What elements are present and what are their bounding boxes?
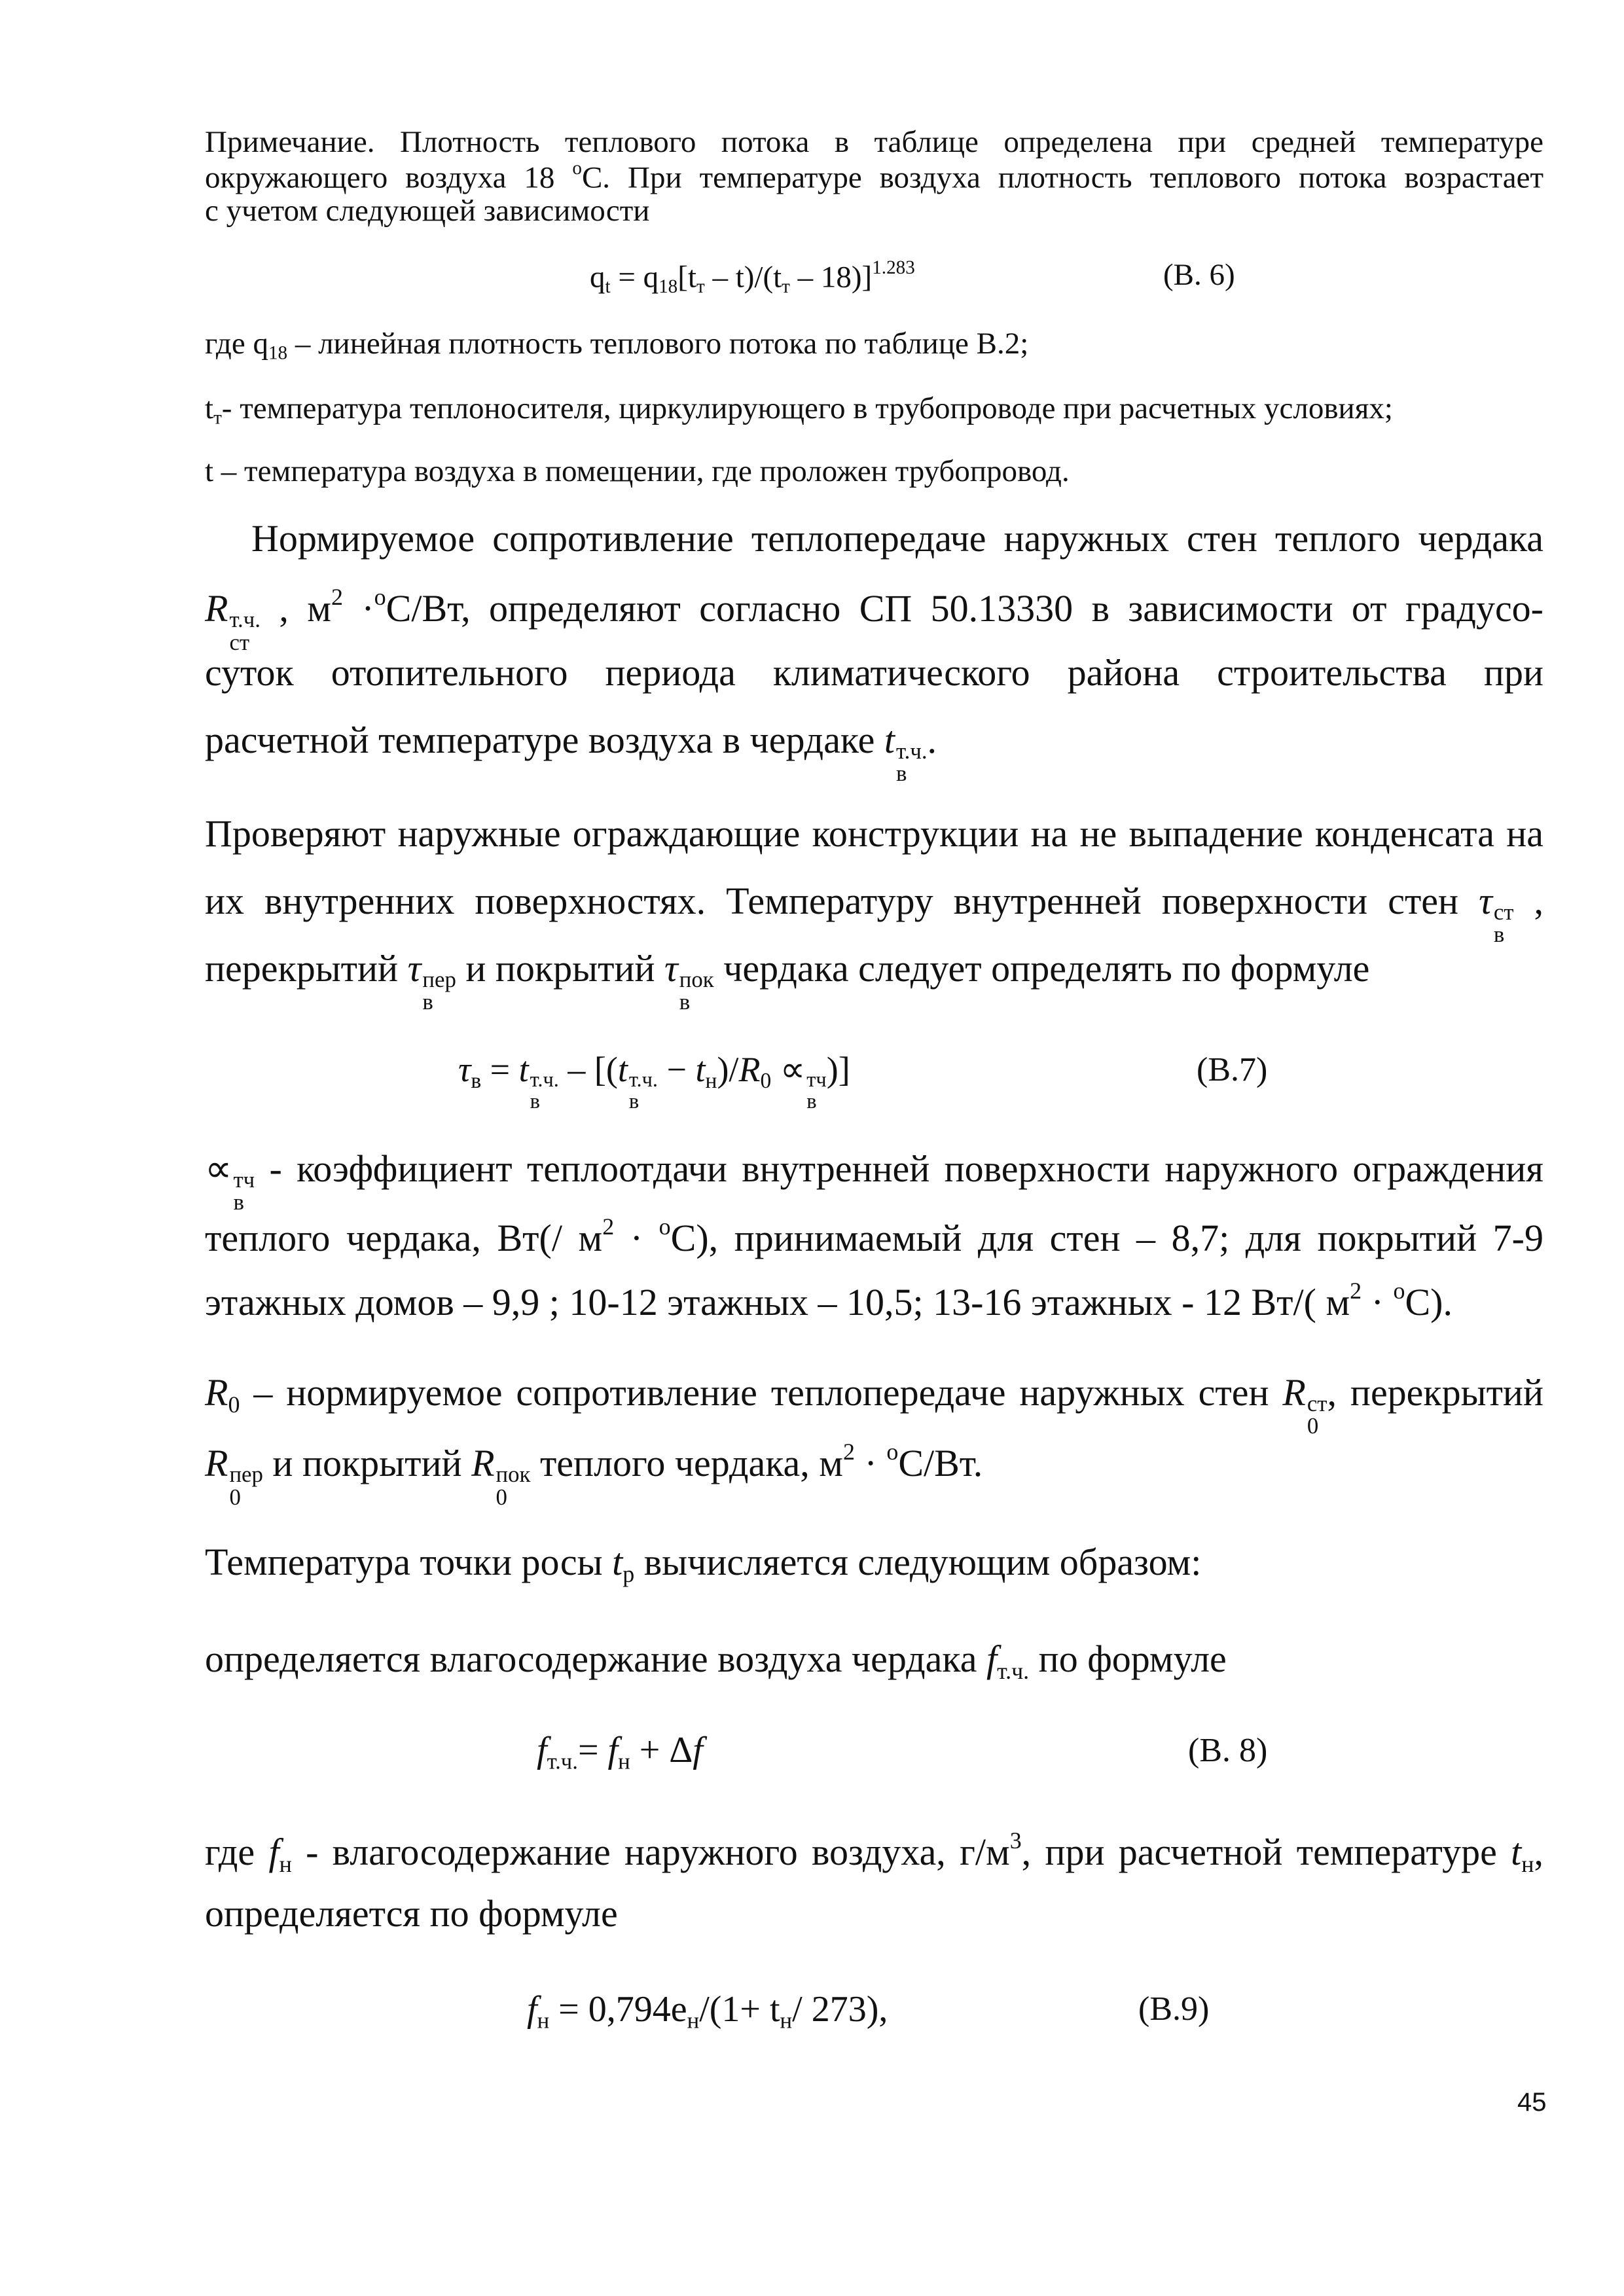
text-segment: , м: [260, 587, 331, 630]
superscript: o: [572, 158, 582, 179]
subscript: 0: [229, 1484, 241, 1510]
text-line: [205, 1147, 1543, 1214]
text-segment: этажных домов – 9,9 ; 10-12 этажных – 10,5; 13-16 этажных - 12 Вт/( м: [205, 1281, 1350, 1324]
text-line: [205, 326, 1028, 365]
text-line: [205, 454, 1070, 489]
text-segment: f: [537, 1730, 547, 1770]
formula: [537, 1729, 703, 1774]
text-segment: R: [205, 1371, 228, 1414]
superscript: 3: [1009, 1827, 1022, 1854]
superscript: пок: [496, 1461, 531, 1487]
text-segment: t: [612, 1541, 623, 1583]
equation-number: (В.9): [1138, 1990, 1210, 2028]
superscript: тч: [233, 1166, 255, 1193]
text-segment: окружающего воздуха 18: [205, 160, 573, 195]
text-segment: )/: [717, 1050, 739, 1089]
text-segment: )]: [826, 1050, 850, 1089]
text-segment: ∝: [771, 1050, 806, 1089]
index-stack: [422, 966, 456, 1015]
subscript: н: [618, 1748, 630, 1774]
index-stack: [1307, 1390, 1327, 1439]
text-segment: ,: [1513, 880, 1543, 922]
text-segment: R: [738, 1050, 761, 1089]
text-segment: – нормируемое сопротивление теплопередаче наружных стен: [240, 1371, 1283, 1414]
text-segment: – 18)]: [789, 260, 873, 295]
subscript: н: [687, 2007, 700, 2034]
text-segment: t: [617, 1050, 628, 1089]
text-segment: перекрытий: [205, 947, 408, 990]
text-segment: чердака следует определять по формуле: [713, 947, 1370, 990]
superscript: т.ч.: [896, 738, 928, 764]
text-line: [205, 1638, 1227, 1685]
index-stack: [806, 1069, 826, 1112]
superscript: т.ч.: [229, 606, 261, 632]
subscript: т.ч.: [547, 1748, 578, 1774]
text-segment: t: [205, 391, 214, 425]
text-segment: t: [518, 1050, 529, 1089]
text-segment: f: [986, 1638, 998, 1680]
text-line: [205, 812, 1543, 856]
index-stack: [233, 1166, 255, 1215]
subscript: н: [279, 1850, 292, 1877]
superscript: o: [886, 1439, 899, 1465]
text-line: [205, 719, 937, 785]
index-stack: [229, 606, 261, 655]
subscript: в: [471, 1069, 482, 1094]
superscript: 2: [331, 584, 343, 610]
text-segment: τ: [458, 1050, 471, 1089]
text-segment: ·: [342, 587, 374, 630]
text-segment: C).: [1405, 1281, 1453, 1324]
text-segment: теплого чердака, м: [530, 1442, 844, 1485]
text-segment: R: [1282, 1371, 1306, 1414]
subscript: ст: [229, 629, 250, 655]
superscript: ст: [1493, 899, 1514, 925]
text-segment: + Δ: [630, 1730, 693, 1770]
text-segment: R: [205, 1442, 228, 1485]
equation-number: (В. 6): [1163, 258, 1235, 292]
text-segment: Нормируемое сопротивление теплопередаче наружных стен теплого чердака: [251, 517, 1543, 560]
superscript: 1.283: [872, 257, 915, 278]
subscript: т.ч.: [997, 1657, 1030, 1684]
subscript: 18: [268, 342, 288, 364]
text-segment: t – температура воздуха в помещении, где проложен трубопровод.: [205, 454, 1070, 488]
text-line: [205, 880, 1543, 946]
text-segment: , перекрытий: [1327, 1371, 1543, 1414]
superscript: o: [374, 584, 386, 610]
text-segment: ,: [1534, 1831, 1544, 1874]
text-line: [205, 1371, 1543, 1438]
superscript: 2: [1350, 1278, 1362, 1304]
text-segment: f: [693, 1730, 703, 1770]
text-line: [205, 124, 1543, 160]
superscript: ст: [1307, 1390, 1327, 1416]
text-line: [205, 1541, 1201, 1588]
text-segment: / 273),: [792, 1989, 888, 2030]
text-segment: и покрытий: [262, 1442, 472, 1485]
text-segment: t: [1511, 1831, 1522, 1874]
text-line: [205, 391, 1393, 429]
text-segment: τ: [664, 947, 678, 990]
formula: [458, 1049, 850, 1112]
text-segment: ·: [614, 1217, 659, 1260]
equation-number: (В. 8): [1188, 1732, 1268, 1769]
text-segment: C), принимаемый для стен – 8,7; для покрытий 7-9: [670, 1217, 1543, 1260]
superscript: 2: [843, 1439, 855, 1465]
text-line: [205, 193, 649, 228]
subscript: н: [537, 2007, 550, 2034]
text-segment: t: [884, 719, 895, 761]
text-segment: вычисляется следующим образом:: [634, 1541, 1202, 1583]
text-segment: где q: [205, 327, 268, 361]
page-number: 45: [1517, 2088, 1547, 2117]
subscript: р: [623, 1560, 635, 1587]
text-segment: R: [205, 587, 228, 630]
index-stack: [496, 1463, 531, 1509]
subscript: н: [705, 1069, 717, 1094]
index-stack: [530, 1069, 559, 1112]
superscript: o: [659, 1213, 671, 1240]
subscript: в: [422, 989, 433, 1015]
text-segment: определяется влагосодержание воздуха чердака: [205, 1638, 986, 1680]
text-segment: – [(: [558, 1050, 618, 1089]
text-segment: q: [590, 260, 605, 295]
text-line: [205, 158, 1543, 195]
text-segment: определяется по формуле: [205, 1892, 618, 1935]
text-segment: −: [658, 1050, 696, 1089]
text-segment: - коэффициент теплоотдачи внутренней поверхности наружного ограждения: [255, 1147, 1543, 1190]
superscript: т.ч.: [530, 1068, 559, 1092]
subscript: в: [896, 761, 907, 787]
subscript: t: [605, 276, 611, 298]
text-segment: t: [695, 1050, 706, 1089]
index-stack: [1494, 901, 1514, 947]
text-segment: /(1+ t: [699, 1989, 780, 2030]
subscript: 0: [760, 1069, 772, 1094]
text-segment: – линейная плотность теплового потока по таблице В.2;: [287, 327, 1029, 361]
text-segment: их внутренних поверхностях. Температуру внутренней поверхности стен: [205, 880, 1479, 922]
subscript: н: [780, 2007, 793, 2034]
text-segment: =: [577, 1730, 608, 1770]
subscript: в: [806, 1089, 817, 1113]
text-segment: C/Вт.: [898, 1442, 983, 1485]
text-segment: Температура точки росы: [205, 1541, 613, 1583]
text-segment: [t: [677, 260, 696, 295]
text-segment: - температура теплоносителя, циркулирующего в трубопроводе при расчетных условиях;: [221, 391, 1393, 425]
subscript: 0: [228, 1391, 240, 1418]
index-stack: [229, 1463, 262, 1509]
subscript: в: [1493, 922, 1505, 948]
superscript: o: [1393, 1278, 1405, 1304]
subscript: 0: [1307, 1413, 1319, 1439]
text-line: [205, 1278, 1453, 1325]
subscript: н: [1521, 1850, 1534, 1877]
superscript: пер: [422, 966, 456, 992]
text-line: [205, 1213, 1543, 1261]
text-segment: τ: [1479, 880, 1492, 922]
text-segment: Примечание. Плотность теплового потока в таблице определена при средней температуре: [205, 125, 1543, 159]
text-segment: ·: [855, 1442, 887, 1485]
text-segment: с учетом следующей зависимости: [205, 194, 650, 228]
text-segment: , при расчетной температуре: [1021, 1831, 1511, 1874]
subscript: т: [213, 407, 222, 429]
subscript: в: [233, 1189, 244, 1215]
text-segment: f: [268, 1831, 280, 1874]
text-line: [251, 517, 1543, 561]
text-segment: R: [471, 1442, 495, 1485]
text-segment: = 0,794e: [549, 1989, 687, 2030]
superscript: 2: [602, 1213, 615, 1240]
index-stack: [896, 740, 928, 786]
text-segment: – t)/(t: [704, 260, 782, 295]
text-segment: f: [527, 1989, 537, 2030]
text-segment: Проверяют наружные ограждающие конструкции на не выпадение конденсата на: [205, 812, 1543, 855]
text-segment: - влагосодержание наружного воздуха, г/м: [291, 1831, 1010, 1874]
formula: [527, 1988, 888, 2034]
subscript: в: [679, 989, 691, 1015]
text-segment: ∝: [205, 1147, 232, 1190]
equation-number: (В.7): [1197, 1051, 1268, 1088]
text-segment: =: [481, 1050, 519, 1089]
superscript: т.ч.: [628, 1068, 659, 1092]
text-segment: .: [927, 719, 937, 761]
index-stack: [629, 1069, 658, 1112]
superscript: тч: [806, 1068, 827, 1092]
text-segment: τ: [407, 947, 422, 990]
subscript: т: [696, 276, 705, 298]
text-segment: = q: [610, 260, 659, 295]
text-segment: C. При температуре воздуха плотность теплового потока возрастает: [581, 160, 1543, 195]
text-line: [205, 1439, 983, 1509]
subscript: 18: [659, 276, 678, 298]
text-line: [205, 651, 1543, 695]
text-segment: f: [607, 1730, 619, 1770]
subscript: т: [782, 276, 790, 298]
text-segment: C/Вт, определяют согласно СП 50.13330 в зависимости от градусо-: [386, 587, 1544, 630]
text-segment: суток отопительного периода климатического района строительства при: [205, 651, 1543, 694]
text-line: [205, 1892, 618, 1936]
text-segment: теплого чердака, Вт(/ м: [205, 1217, 603, 1260]
subscript: 0: [496, 1484, 507, 1510]
text-line: [205, 947, 1369, 1014]
subscript: в: [628, 1089, 640, 1113]
text-segment: ·: [1362, 1281, 1394, 1324]
superscript: пок: [679, 966, 714, 992]
superscript: пер: [229, 1461, 263, 1487]
text-segment: где: [205, 1831, 269, 1874]
text-line: [205, 1827, 1543, 1878]
text-line: [205, 584, 1543, 654]
index-stack: [679, 966, 714, 1015]
text-segment: и покрытий: [456, 947, 664, 990]
text-segment: расчетной температуре воздуха в чердаке: [205, 719, 884, 761]
subscript: в: [530, 1089, 540, 1113]
text-segment: по формуле: [1029, 1638, 1227, 1680]
formula: [590, 257, 915, 298]
